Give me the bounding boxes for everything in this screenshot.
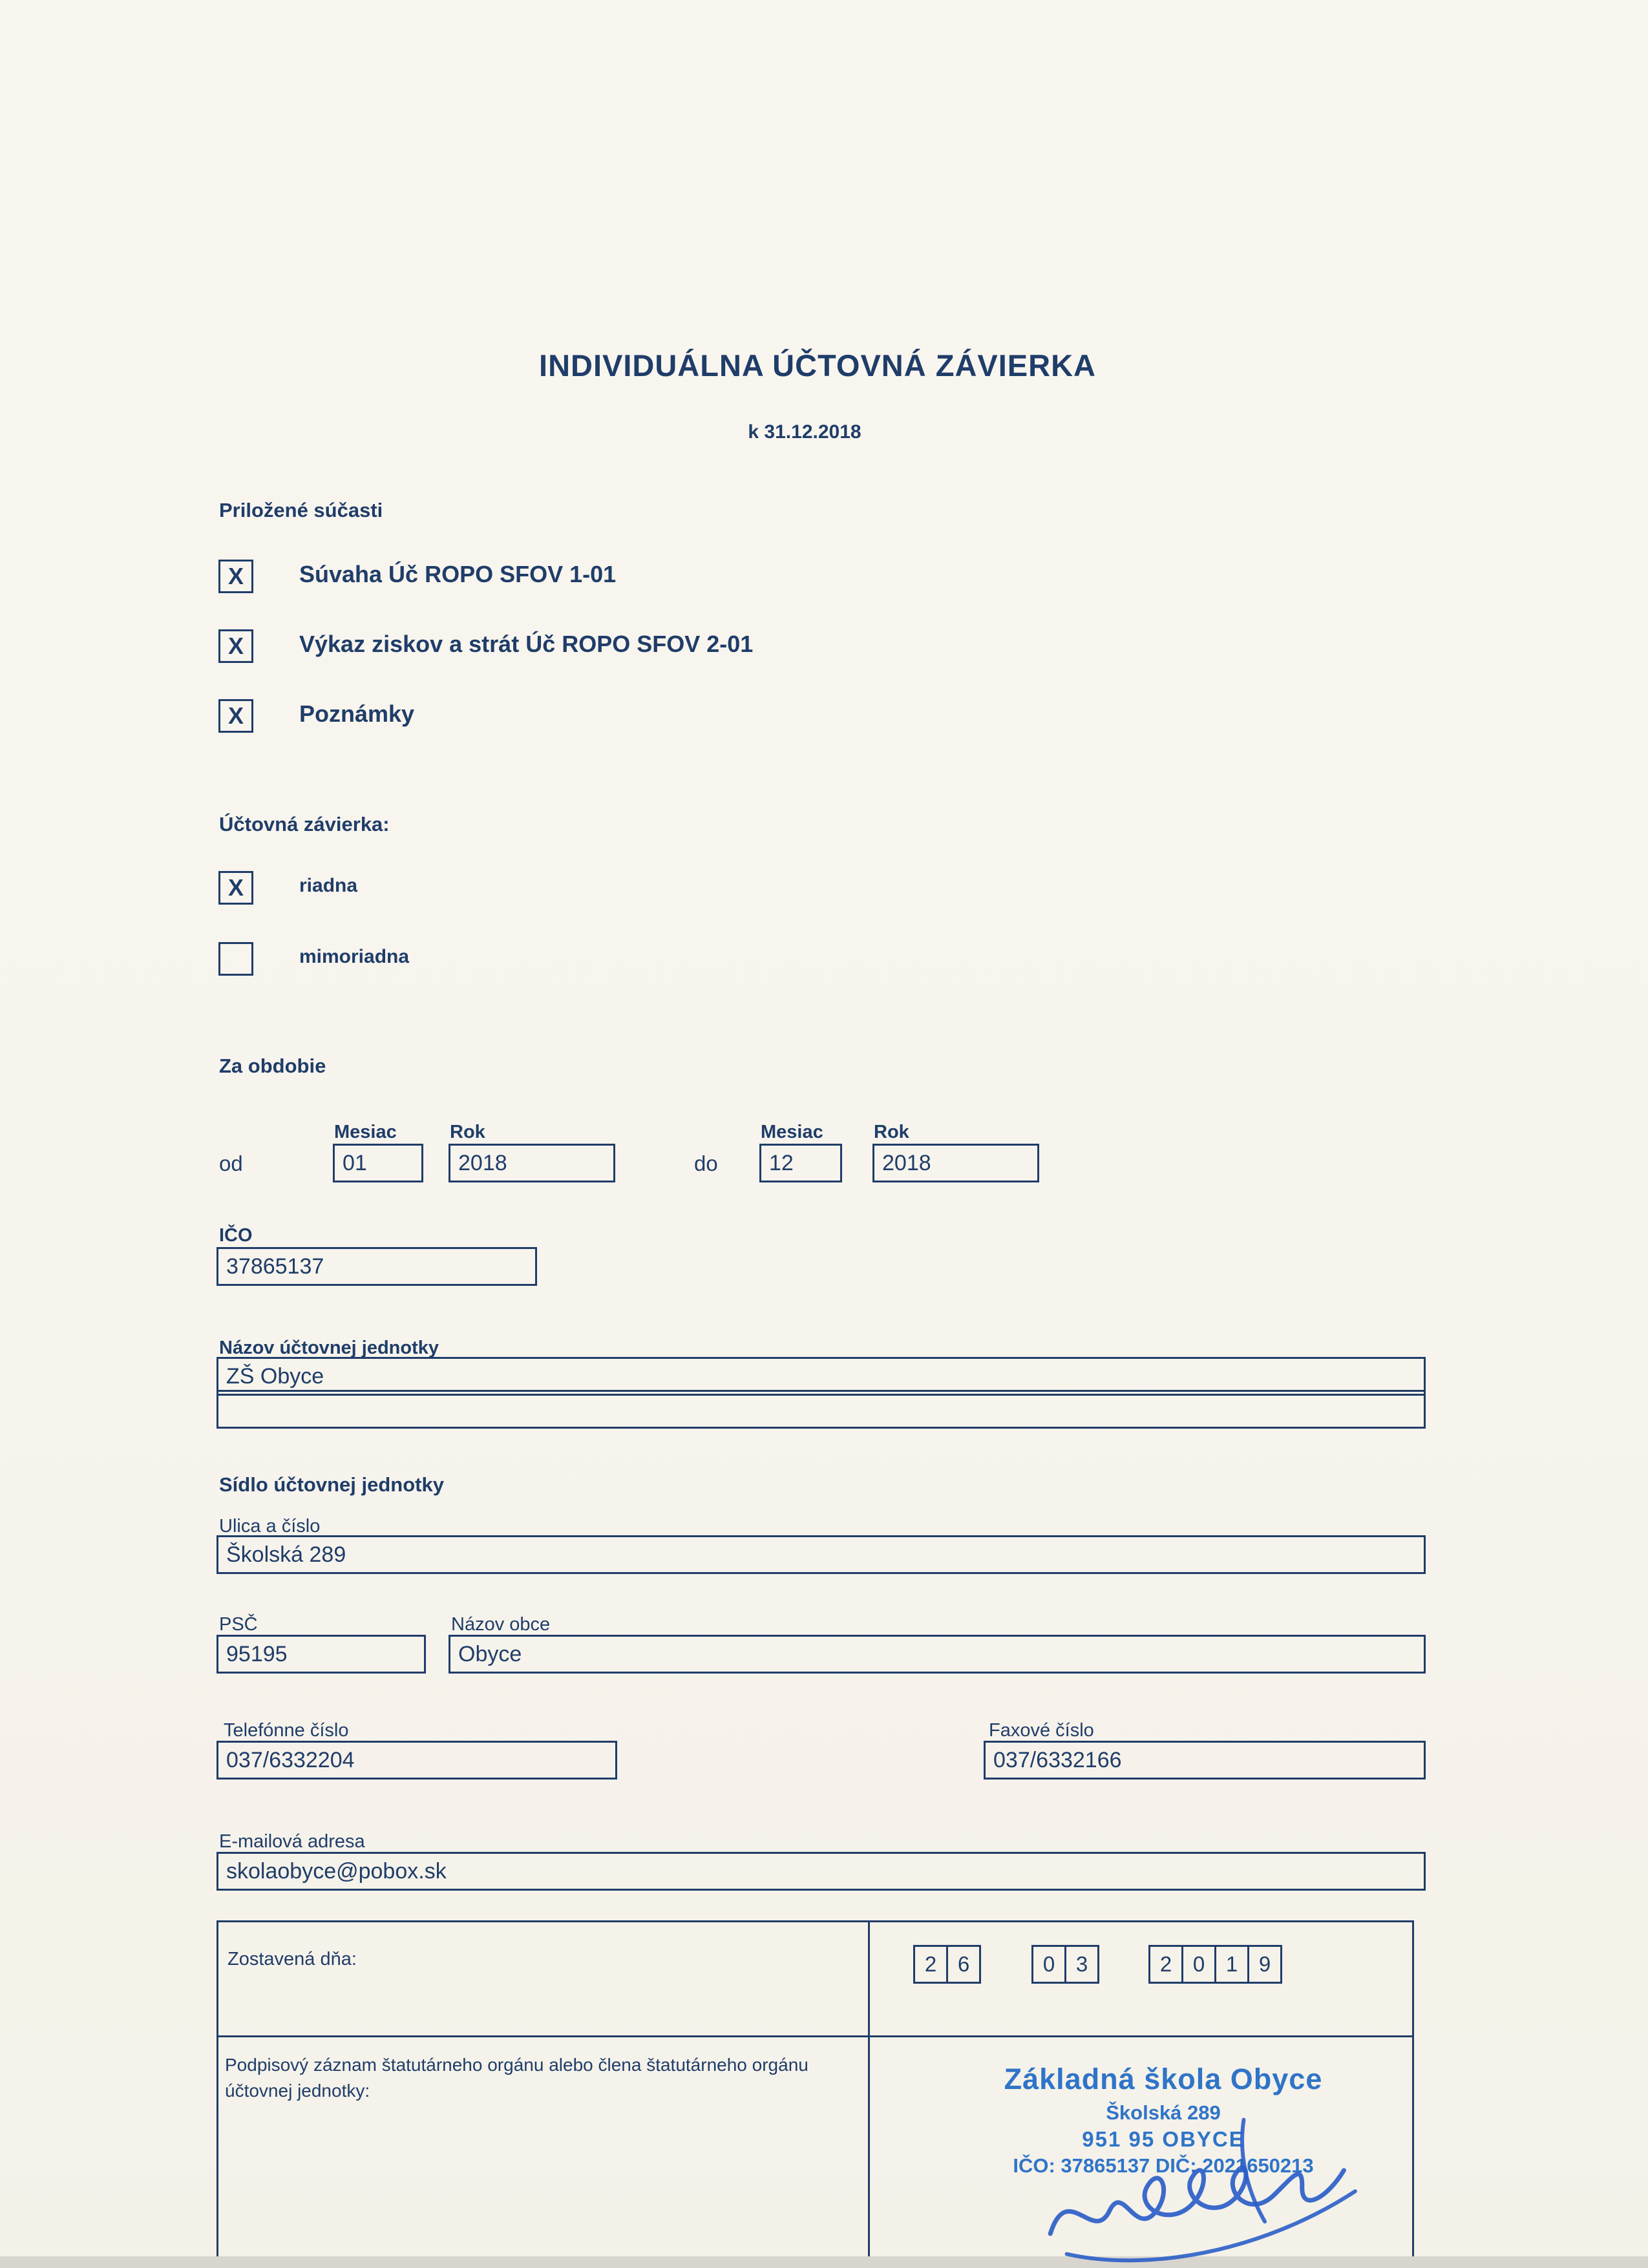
attachment-label-vykaz: Výkaz ziskov a strát Úč ROPO SFOV 2-01 xyxy=(299,631,754,657)
checkbox-poznamky xyxy=(218,699,253,733)
table-border-left xyxy=(217,1920,218,2259)
fax-label: Faxové číslo xyxy=(989,1720,1094,1741)
scan-edge xyxy=(0,2256,1648,2268)
address-heading: Sídlo účtovnej jednotky xyxy=(219,1473,444,1496)
stamp-school-name: Základná škola Obyce xyxy=(1004,2063,1323,2095)
from-month-label: Mesiac xyxy=(334,1122,397,1142)
from-label: od xyxy=(219,1151,243,1175)
stamp-street: Školská 289 xyxy=(1106,2101,1221,2124)
compiled-date-label: Zostavená dňa: xyxy=(227,1949,357,1969)
ico-label: IČO xyxy=(219,1225,253,1246)
day-digit-1: 2 xyxy=(924,1952,937,1976)
email-field: skolaobyce@pobox.sk xyxy=(217,1852,1426,1891)
phone-label: Telefónne číslo xyxy=(224,1720,349,1741)
city-field: Obyce xyxy=(449,1635,1426,1674)
signature-record-label: Podpisový záznam štatutárneho orgánu alebo člena štatutárneho orgánu účtovnej jednotky: xyxy=(225,2055,808,2101)
year-digit-1: 2 xyxy=(1159,1952,1172,1976)
checkbox-suvaha xyxy=(218,560,253,593)
phone-field: 037/6332204 xyxy=(217,1741,617,1780)
table-column-divider xyxy=(868,1920,870,2259)
to-month-label: Mesiac xyxy=(761,1122,823,1142)
to-year-label: Rok xyxy=(874,1122,909,1142)
entity-name-label: Názov účtovnej jednotky xyxy=(219,1338,439,1358)
checkbox-mark: X xyxy=(227,633,244,659)
form-title: INDIVIDUÁLNA ÚČTOVNÁ ZÁVIERKA xyxy=(539,348,1096,383)
zip-label: PSČ xyxy=(219,1614,258,1635)
stamp-city: 951 95 OBYCE xyxy=(1082,2127,1245,2151)
form-as-of-date: k 31.12.2018 xyxy=(748,421,861,443)
checkbox-riadna xyxy=(218,871,253,905)
to-year-field: 2018 xyxy=(872,1144,1039,1182)
checkbox-mark: X xyxy=(227,702,244,729)
fax-field: 037/6332166 xyxy=(984,1741,1426,1780)
statement-type-heading: Účtovná závierka: xyxy=(219,813,390,835)
street-label: Ulica a číslo xyxy=(219,1516,321,1537)
street-field: Školská 289 xyxy=(217,1535,1426,1574)
checkbox-mark: X xyxy=(227,563,244,589)
from-month-field: 01 xyxy=(333,1144,423,1182)
option-label-mimoriadna: mimoriadna xyxy=(299,946,410,967)
from-year-label: Rok xyxy=(450,1122,485,1142)
checkbox-vykaz xyxy=(218,629,253,663)
month-digit-1: 0 xyxy=(1042,1952,1055,1976)
year-digit-3: 1 xyxy=(1214,1947,1247,1982)
compiled-year-field xyxy=(1148,1945,1282,1984)
attachments-heading: Priložené súčasti xyxy=(219,499,383,521)
city-label: Názov obce xyxy=(451,1614,551,1635)
table-row-divider xyxy=(217,2035,1414,2037)
period-heading: Za obdobie xyxy=(219,1055,326,1077)
checkbox-mimoriadna xyxy=(218,942,253,976)
compiled-day-field xyxy=(913,1945,981,1984)
option-label-riadna: riadna xyxy=(299,875,358,896)
from-year-field: 2018 xyxy=(449,1144,615,1182)
email-label: E-mailová adresa xyxy=(219,1831,365,1852)
ico-field: 37865137 xyxy=(217,1247,537,1286)
compiled-month-field xyxy=(1031,1945,1099,1984)
year-digit-2: 0 xyxy=(1181,1947,1214,1982)
entity-name-field-line2 xyxy=(217,1390,1426,1429)
attachment-label-suvaha: Súvaha Úč ROPO SFOV 1-01 xyxy=(299,561,617,587)
to-month-field: 12 xyxy=(759,1144,842,1182)
attachment-label-poznamky: Poznámky xyxy=(299,700,415,727)
to-label: do xyxy=(694,1151,718,1175)
year-digit-4: 9 xyxy=(1247,1947,1280,1982)
checkbox-mark: X xyxy=(227,874,244,901)
day-digit-2: 6 xyxy=(946,1947,979,1982)
entity-name-field-line1: ZŠ Obyce xyxy=(217,1357,1426,1396)
stamp-ico-dic: IČO: 37865137 DIČ: 2021650213 xyxy=(1013,2154,1314,2177)
table-border-top xyxy=(217,1920,1414,1922)
zip-field: 95195 xyxy=(217,1635,426,1674)
month-digit-2: 3 xyxy=(1064,1947,1097,1982)
